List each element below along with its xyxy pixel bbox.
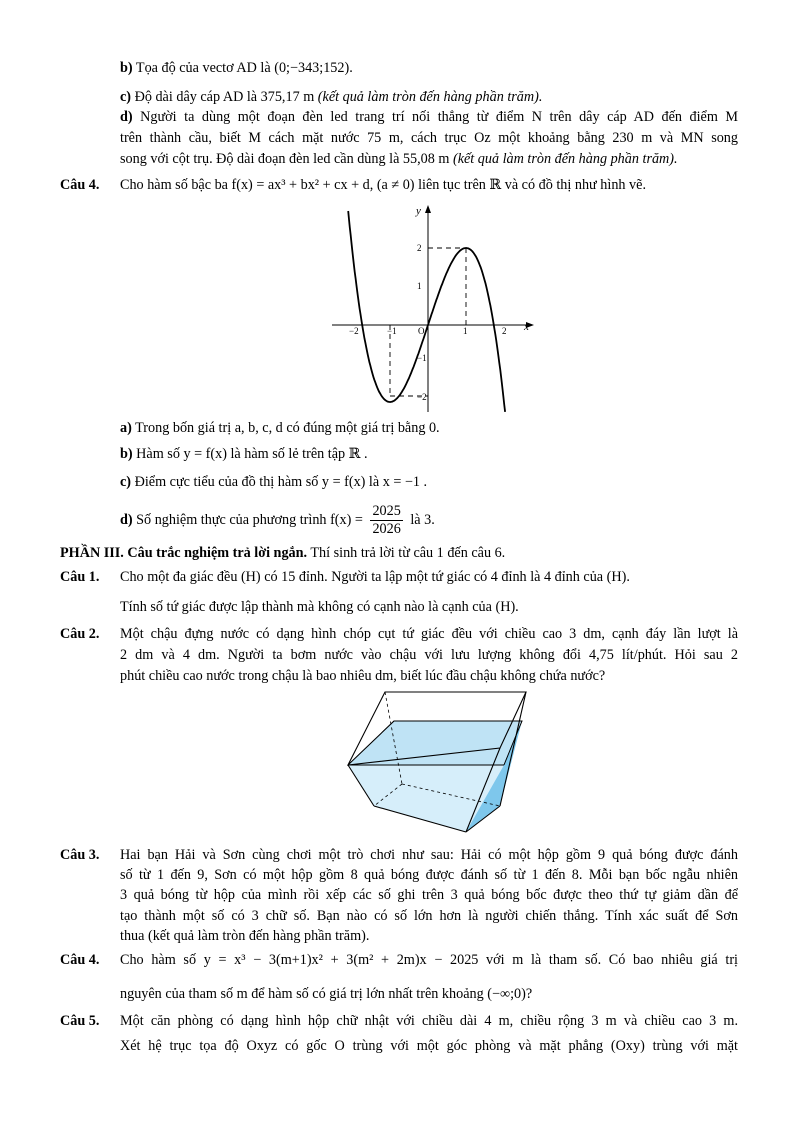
- q3-line1: Hai bạn Hải và Sơn cùng chơi một trò chơi như sau: Hải có một hộp gồm 9 quả bóng được đánh: [120, 847, 738, 863]
- part3-heading: PHẦN III. Câu trắc nghiệm trả lời ngắn. Thí sinh trả lời từ câu 1 đến câu 6.: [60, 545, 506, 561]
- q4-line2: nguyên của tham số m để hàm số có giá trị lớn nhất trên khoảng (−∞;0)?: [120, 986, 533, 1002]
- q2-line2: 2 dm và 4 dm. Người ta bơm nước vào chậu với lưu lượng không đổi 4,75 lít/phút. Hỏi sau 2: [120, 647, 738, 663]
- axis-label-x: x: [524, 321, 529, 333]
- q5-line1: Một căn phòng có dạng hình hộp chữ nhật với chiều dài 4 m, chiều rộng 3 m và chiều cao 3 m.: [120, 1013, 738, 1029]
- question-label: Câu 4.: [60, 952, 100, 968]
- water-front-face: [348, 765, 504, 832]
- origin-label: O: [418, 326, 425, 336]
- tick-x-neg2: −2: [349, 326, 359, 336]
- question-label: Câu 3.: [60, 847, 100, 863]
- prev-item-d-line1: d) Người ta dùng một đoạn đèn led trang trí nối thẳng từ điểm N trên dây cáp AD đến điểm M: [120, 109, 738, 125]
- question-label: Câu 1.: [60, 569, 100, 585]
- q4-line1: Cho hàm số y = x³ − 3(m+1)x² + 3(m² + 2m)x − 2025 với m là tham số. Có bao nhiêu giá trị: [120, 952, 738, 968]
- fraction: $\frac{2025}{2026}$: [372, 503, 401, 538]
- q1-line1: Cho một đa giác đều (H) có 15 đỉnh. Người ta lập một tứ giác có 4 đỉnh là 4 đỉnh của (H).: [120, 569, 630, 585]
- tick-y-1: 1: [417, 281, 422, 291]
- prev-item-d-line3: song với cột trụ. Độ dài đoạn đèn led cần dùng là 55,08 m (kết quả làm tròn đến hàng phần trăm).: [120, 151, 678, 167]
- q5-line2: Xét hệ trục tọa độ Oxyz có gốc O trùng với một góc phòng và mặt phẳng (Oxy) trùng với mặt: [120, 1038, 738, 1054]
- prev-c-text: Độ dài dây cáp AD là 375,17 m: [134, 89, 315, 105]
- tick-y-2: 2: [417, 243, 422, 253]
- question-label: Câu 4.: [60, 177, 100, 193]
- cau4-item-c: c) Điểm cực tiểu của đồ thị hàm số y = f(x) là x = −1 .: [120, 474, 428, 490]
- frustum-basin-figure: [340, 688, 530, 836]
- q1-line2: Tính số tứ giác được lập thành mà không có cạnh nào là cạnh của (H).: [120, 599, 519, 615]
- question-label: Câu 2.: [60, 626, 100, 642]
- tick-x-neg1: −1: [387, 326, 397, 336]
- q2-line1: Một chậu đựng nước có dạng hình chóp cụt tứ giác đều với chiều cao 3 dm, cạnh đáy lần lượt là: [120, 626, 738, 642]
- axis-label-y: y: [416, 205, 421, 217]
- q2-line3: phút chiều cao nước trong chậu là bao nhiêu dm, biết lúc đầu chậu không chứa nước?: [120, 668, 606, 684]
- cubic-curve: [348, 211, 505, 412]
- prev-b-text: Tọa độ của vectơ AD là (0;−343;152).: [135, 60, 353, 76]
- prev-item-d-line2: trên thành cầu, biết M cách mặt nước 75 m, cách trục Oz một khoảng bằng 230 m và MN song: [120, 130, 738, 146]
- tick-y-neg1: −1: [417, 353, 427, 363]
- q3-line2: số từ 1 đến 9, Sơn có một hộp gồm 8 quả bóng được đánh số từ 1 đến 8. Mỗi bạn bốc ngẫu nhiên: [120, 867, 738, 883]
- q3-line5: thua (kết quả làm tròn đến hàng phần trăm).: [120, 928, 370, 944]
- tick-x-1: 1: [463, 326, 468, 336]
- cau4-item-b: b) Hàm số y = f(x) là hàm số lẻ trên tập ℝ .: [120, 446, 368, 462]
- cau4-item-a: a) Trong bốn giá trị a, b, c, d có đúng một giá trị bằng 0.: [120, 420, 440, 436]
- q3-line3: 3 quả bóng từ hộp của mình rồi xếp các số ghi trên 3 quả bóng bốc được theo thứ tự giảm dần để: [120, 887, 738, 903]
- tick-y-neg2: −2: [417, 392, 427, 402]
- prev-item-c: c) Độ dài dây cáp AD là 375,17 m (kết quả làm tròn đến hàng phần trăm).: [120, 89, 543, 105]
- question-label: Câu 5.: [60, 1013, 100, 1029]
- y-axis-arrow: [425, 205, 431, 213]
- q3-line4: tạo thành một số có 3 chữ số. Bạn nào có số lớn hơn là người chiến thắng. Tính xác suất để Sơn: [120, 908, 738, 924]
- prev-item-b: b) Tọa độ của vectơ AD là (0;−343;152).: [120, 60, 353, 76]
- cau4-stem: Cho hàm số bậc ba f(x) = ax³ + bx² + cx + d, (a ≠ 0) liên tục trên ℝ và có đồ thị như hình vẽ.: [120, 177, 646, 193]
- tick-x-2: 2: [502, 326, 507, 336]
- prev-c-note: (kết quả làm tròn đến hàng phần trăm).: [317, 89, 543, 105]
- cubic-function-graph: [330, 200, 540, 415]
- cau4-item-d: d) Số nghiệm thực của phương trình f(x) = $\frac{2025}{2026}$ là 3.: [120, 503, 435, 538]
